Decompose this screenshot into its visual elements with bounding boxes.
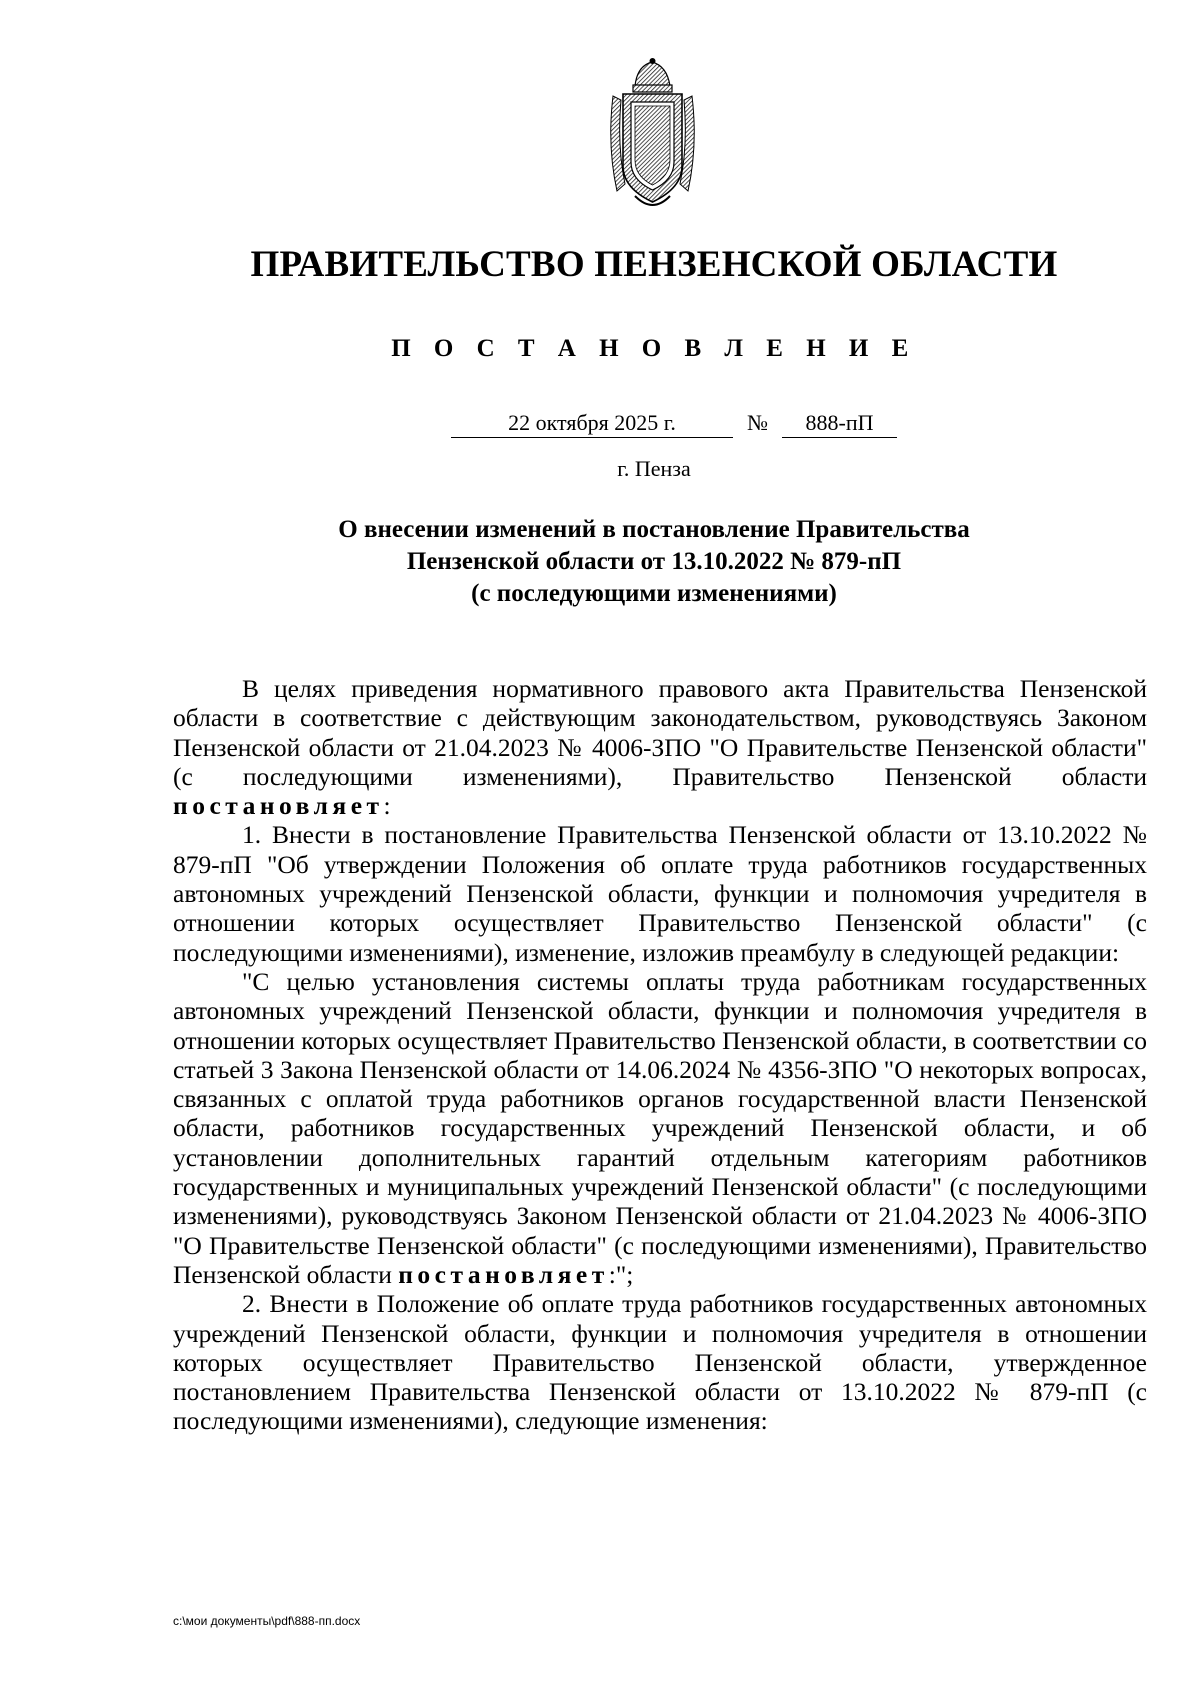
- body-paragraph: [173, 674, 1147, 820]
- document-type: П О С Т А Н О В Л Е Н И Е: [391, 335, 917, 362]
- government-title: ПРАВИТЕЛЬСТВО ПЕНЗЕНСКОЙ ОБЛАСТИ: [250, 244, 1058, 285]
- subject-line: О внесении изменений в постановление Правительства: [338, 516, 970, 543]
- paragraph-text: "С целью установления системы оплаты труда работникам государственных автономных учреждений Пензенской области, функции и полномочия учредителя в отношении которых осуществляет Правительство Пензенской области, в соответствии со статьей 3 Закона Пензенской области от 14.06.2024 № 4356-ЗПО "О некоторых вопросах, связанных с оплатой труда работников органов государственной власти Пензенской области, работников государственных учреждений Пензенской области, и об установлении дополнительных гарантий отдельным категориям работников государственных и муниципальных учреждений Пензенской области" (с последующими изменениями), руководствуясь Законом Пензенской области от 21.04.2023 № 4006-ЗПО "О Правительстве Пензенской области" (с последующими изменениями), Правительство Пензенской области: [173, 966, 1147, 1289]
- document-date: 22 октября 2025 г.: [451, 410, 733, 438]
- body-paragraph: [173, 967, 1147, 1289]
- body-paragraph: 1. Внести в постановление Правительства Пензенской области от 13.10.2022 № 879-пП "Об утверждении Положения об оплате труда работников государственных автономных учреждений Пензенской области, функции и полномочия учредителя в отношении которых осуществляет Правительство Пензенской области" (с последующими изменениями), изменение, изложив преамбулу в следующей редакции:: [173, 820, 1147, 967]
- document-body: [173, 674, 1147, 1436]
- number-sign: №: [747, 410, 768, 435]
- coat-of-arms-icon: [605, 56, 700, 214]
- subject-line: (с последующими изменениями): [471, 580, 837, 607]
- document-city: г. Пенза: [617, 456, 691, 481]
- paragraph-end: :: [383, 791, 391, 821]
- document-number: 888-пП: [782, 410, 897, 438]
- file-path-footer: c:\мои документы\pdf\888-пп.docx: [173, 1614, 361, 1628]
- body-paragraph: 2. Внести в Положение об оплате труда работников государственных автономных учреждений Пензенской области, функции и полномочия учредителя в отношении которых осуществляет Правительство Пензенской области, утвержденное постановлением Правительства Пензенской области от 13.10.2022 № 879-пП (с последующими изменениями), следующие изменения:: [173, 1289, 1147, 1436]
- paragraph-text: В целях приведения нормативного правового акта Правительства Пензенской области в соответствие с действующим законодательством, руководствуясь Законом Пензенской области от 21.04.2023 № 4006-ЗПО "О Правительстве Пензенской области" (с последующими изменениями), Правительство Пензенской области: [173, 674, 1147, 791]
- decree-word: постановляет: [398, 1259, 609, 1289]
- paragraph-end: :";: [608, 1259, 634, 1289]
- subject-line: Пензенской области от 13.10.2022 № 879-пП: [406, 548, 902, 575]
- document-subject: [250, 514, 1058, 610]
- decree-word: постановляет: [173, 791, 384, 821]
